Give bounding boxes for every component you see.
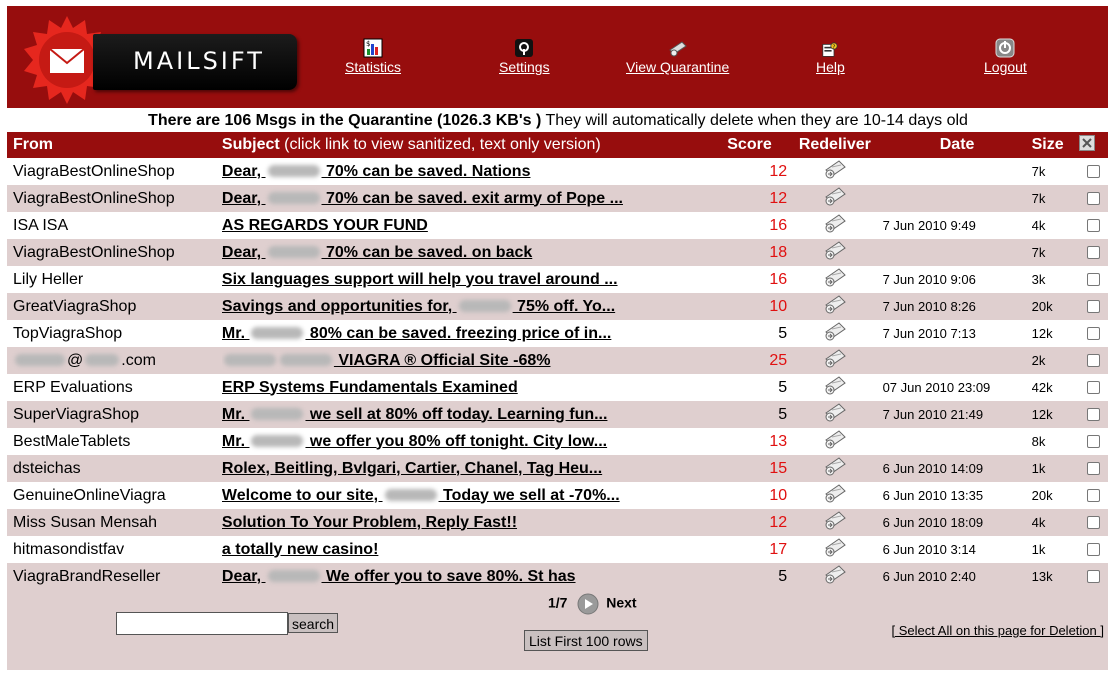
redeliver-icon (823, 482, 847, 504)
row-score: 25 (712, 347, 787, 374)
next-link[interactable]: Next (606, 594, 637, 611)
table-row (7, 212, 1108, 239)
row-size: 20k (1032, 293, 1080, 320)
nav-statistics-link[interactable]: Statistics (345, 59, 402, 75)
redeliver-button[interactable] (787, 482, 882, 509)
row-subject-link[interactable]: AS REGARDS YOUR FUND (221, 216, 428, 234)
table-row (7, 482, 1108, 509)
next-arrow-icon[interactable] (577, 593, 599, 615)
nav-logout[interactable] (984, 38, 1027, 75)
search-input[interactable] (116, 612, 288, 635)
col-subject: Subject (click link to view sanitized, text only version) (222, 132, 712, 158)
redeliver-icon (823, 347, 847, 369)
row-size: 7k (1032, 158, 1080, 185)
table-row (7, 374, 1108, 401)
table-row (7, 455, 1108, 482)
row-date: 6 Jun 2010 13:35 (883, 482, 1032, 509)
redeliver-icon (823, 401, 847, 423)
row-score: 12 (712, 158, 787, 185)
row-score: 5 (712, 563, 787, 590)
row-from: ISA ISA (7, 212, 222, 239)
table-row (7, 158, 1108, 185)
mailsift-logo (21, 14, 301, 106)
row-size: 12k (1032, 401, 1080, 428)
row-size: 7k (1032, 239, 1080, 266)
col-redeliver: Redeliver (787, 132, 882, 158)
redeliver-button[interactable] (787, 293, 882, 320)
redeliver-button[interactable] (787, 266, 882, 293)
row-from: ViagraBestOnlineShop (7, 158, 222, 185)
row-score: 5 (712, 401, 787, 428)
row-from: TopViagraShop (7, 320, 222, 347)
row-size: 2k (1032, 347, 1080, 374)
row-from: BestMaleTablets (7, 428, 222, 455)
redeliver-button[interactable] (787, 455, 882, 482)
table-row (7, 266, 1108, 293)
row-score: 17 (712, 536, 787, 563)
redeliver-button[interactable] (787, 239, 882, 266)
row-delete-checkbox[interactable] (1079, 293, 1108, 320)
redeliver-button[interactable] (787, 158, 882, 185)
row-subject-link[interactable]: ERP Systems Fundamentals Examined (221, 378, 518, 396)
settings-icon (514, 38, 534, 58)
row-subject-link[interactable]: Welcome to our site, Today we sell at -70%... (221, 486, 620, 504)
row-date: 6 Jun 2010 2:40 (883, 563, 1032, 590)
row-subject-link[interactable]: Savings and opportunities for, 75% off. Yo... (221, 297, 616, 315)
table-row (7, 563, 1108, 590)
nav-view-quarantine[interactable] (626, 38, 729, 75)
row-score: 12 (712, 509, 787, 536)
search-button[interactable]: search (288, 613, 338, 633)
row-size: 20k (1032, 482, 1080, 509)
quarantine-summary (0, 112, 1116, 130)
quarantine-table (7, 132, 1108, 590)
row-size: 1k (1032, 455, 1080, 482)
page-indicator: 1/7 (548, 594, 568, 611)
col-score: Score (712, 132, 787, 158)
row-subject-link[interactable]: Six languages support will help you travel around ... (221, 270, 618, 288)
row-delete-checkbox[interactable] (1079, 239, 1108, 266)
row-delete-checkbox[interactable] (1079, 455, 1108, 482)
row-score: 12 (712, 185, 787, 212)
row-size: 12k (1032, 320, 1080, 347)
svg-text:$: $ (366, 40, 371, 48)
row-date: 7 Jun 2010 7:13 (883, 320, 1032, 347)
row-date: 6 Jun 2010 3:14 (883, 536, 1032, 563)
row-subject-link[interactable]: Mr. 80% can be saved. freezing price of in... (221, 324, 612, 342)
row-delete-checkbox[interactable] (1079, 482, 1108, 509)
row-date: 07 Jun 2010 23:09 (883, 374, 1032, 401)
redeliver-icon (823, 455, 847, 477)
redeliver-icon (823, 293, 847, 315)
row-subject-link[interactable]: Mr. we sell at 80% off today. Learning fun... (221, 405, 608, 423)
row-date (883, 347, 1032, 374)
row-from: ERP Evaluations (7, 374, 222, 401)
row-score: 10 (712, 482, 787, 509)
row-size: 4k (1032, 212, 1080, 239)
table-row (7, 509, 1108, 536)
redeliver-icon (823, 428, 847, 450)
quarantine-icon (668, 38, 688, 58)
row-from: hitmasondistfav (7, 536, 222, 563)
redeliver-icon (823, 536, 847, 558)
row-date: 7 Jun 2010 9:06 (883, 266, 1032, 293)
row-subject-link[interactable]: Dear, 70% can be saved. on back (221, 243, 533, 261)
pager (548, 593, 637, 615)
row-delete-checkbox[interactable] (1079, 563, 1108, 590)
table-row (7, 293, 1108, 320)
col-size: Size (1032, 132, 1080, 158)
row-score: 13 (712, 428, 787, 455)
row-delete-checkbox[interactable] (1079, 509, 1108, 536)
row-size: 7k (1032, 185, 1080, 212)
logo-wordmark-box (93, 34, 297, 90)
table-row (7, 185, 1108, 212)
row-score: 16 (712, 266, 787, 293)
logout-icon (995, 38, 1015, 58)
nav-logout-link[interactable]: Logout (984, 59, 1027, 75)
summary-count: There are 106 Msgs in the Quarantine (1026.3 KB's ) (148, 112, 542, 129)
row-size: 4k (1032, 509, 1080, 536)
row-delete-checkbox[interactable] (1079, 158, 1108, 185)
row-size: 3k (1032, 266, 1080, 293)
redeliver-icon (823, 212, 847, 234)
table-row (7, 401, 1108, 428)
row-from: SuperViagraShop (7, 401, 222, 428)
table-footer (7, 589, 1108, 670)
row-subject-link[interactable]: Dear, 70% can be saved. Nations (221, 162, 531, 180)
select-all-link[interactable]: [ Select All on this page for Deletion ] (891, 623, 1104, 638)
table-row (7, 347, 1108, 374)
table-row (7, 536, 1108, 563)
nav-statistics[interactable] (345, 38, 401, 75)
row-subject-link[interactable]: VIAGRA ® Official Site -68% (222, 352, 551, 369)
table-header-row (7, 132, 1108, 158)
redeliver-button[interactable] (787, 509, 882, 536)
row-size: 42k (1032, 374, 1080, 401)
row-size: 8k (1032, 428, 1080, 455)
row-from: Lily Heller (7, 266, 222, 293)
row-delete-checkbox[interactable] (1079, 185, 1108, 212)
row-subject-link[interactable]: a totally new casino! (221, 540, 379, 558)
row-score: 15 (712, 455, 787, 482)
row-delete-checkbox[interactable] (1079, 320, 1108, 347)
redeliver-button[interactable] (787, 374, 882, 401)
row-subject-link[interactable]: Solution To Your Problem, Reply Fast!! (221, 513, 518, 531)
row-delete-checkbox[interactable] (1079, 347, 1108, 374)
col-subject-note: (click link to view sanitized, text only version) (279, 136, 601, 153)
row-size: 13k (1032, 563, 1080, 590)
redeliver-button[interactable] (787, 428, 882, 455)
redeliver-icon (823, 563, 847, 585)
row-date: 6 Jun 2010 18:09 (883, 509, 1032, 536)
row-score: 5 (712, 374, 787, 401)
help-icon (822, 42, 838, 58)
row-score: 16 (712, 212, 787, 239)
delete-column-icon[interactable] (1079, 132, 1108, 158)
redeliver-icon (823, 320, 847, 342)
redeliver-icon (823, 185, 847, 207)
row-from: Miss Susan Mensah (7, 509, 222, 536)
row-date (883, 158, 1032, 185)
close-icon (1079, 135, 1095, 151)
nav-help[interactable] (816, 42, 845, 75)
logo-text: MAILSIFT (133, 47, 265, 75)
row-delete-checkbox[interactable] (1079, 374, 1108, 401)
row-from: GreatViagraShop (7, 293, 222, 320)
nav-settings[interactable] (499, 38, 550, 75)
redeliver-button[interactable] (787, 347, 882, 374)
redeliver-icon (823, 239, 847, 261)
row-delete-checkbox[interactable] (1079, 428, 1108, 455)
row-from: GenuineOnlineViagra (7, 482, 222, 509)
row-date (883, 239, 1032, 266)
redeliver-button[interactable] (787, 536, 882, 563)
row-from: dsteichas (7, 455, 222, 482)
row-subject-link[interactable]: Dear, We offer you to save 80%. St has (221, 567, 576, 585)
row-delete-checkbox[interactable] (1079, 266, 1108, 293)
redeliver-icon (823, 158, 847, 180)
row-from: ViagraBestOnlineShop (7, 185, 222, 212)
row-from: ViagraBrandReseller (7, 563, 222, 590)
row-delete-checkbox[interactable] (1079, 401, 1108, 428)
row-delete-checkbox[interactable] (1079, 536, 1108, 563)
redeliver-button[interactable] (787, 212, 882, 239)
redeliver-icon (823, 374, 847, 396)
svg-text:?: ? (832, 44, 836, 51)
redeliver-icon (823, 509, 847, 531)
row-from: @ .com (7, 347, 222, 374)
list-first-100-button[interactable]: List First 100 rows (524, 630, 648, 651)
row-score: 5 (712, 320, 787, 347)
table-row (7, 320, 1108, 347)
nav-settings-link[interactable]: Settings (499, 59, 550, 75)
redeliver-button[interactable] (787, 563, 882, 590)
summary-note: They will automatically delete when they are 10-14 days old (541, 112, 968, 129)
col-date: Date (883, 132, 1032, 158)
statistics-icon (363, 38, 383, 58)
row-subject-link[interactable]: Dear, 70% can be saved. exit army of Pope ... (221, 189, 623, 207)
row-date: 6 Jun 2010 14:09 (883, 455, 1032, 482)
row-size: 1k (1032, 536, 1080, 563)
nav-help-link[interactable]: Help (816, 59, 845, 75)
row-delete-checkbox[interactable] (1079, 212, 1108, 239)
redeliver-icon (823, 266, 847, 288)
row-date (883, 185, 1032, 212)
table-row (7, 239, 1108, 266)
row-subject-link[interactable]: Mr. we offer you 80% off tonight. City low... (221, 432, 608, 450)
redeliver-button[interactable] (787, 401, 882, 428)
row-date: 7 Jun 2010 21:49 (883, 401, 1032, 428)
header-bar (7, 6, 1108, 108)
row-score: 10 (712, 293, 787, 320)
nav-view-quarantine-link[interactable]: View Quarantine (626, 59, 730, 75)
row-score: 18 (712, 239, 787, 266)
row-date: 7 Jun 2010 8:26 (883, 293, 1032, 320)
row-date (883, 428, 1032, 455)
row-from: ViagraBestOnlineShop (7, 239, 222, 266)
redeliver-button[interactable] (787, 320, 882, 347)
row-subject-link[interactable]: Rolex, Beitling, Bvlgari, Cartier, Chanel, Tag Heu... (221, 459, 603, 477)
row-date: 7 Jun 2010 9:49 (883, 212, 1032, 239)
table-row (7, 428, 1108, 455)
redeliver-button[interactable] (787, 185, 882, 212)
col-from: From (7, 132, 222, 158)
